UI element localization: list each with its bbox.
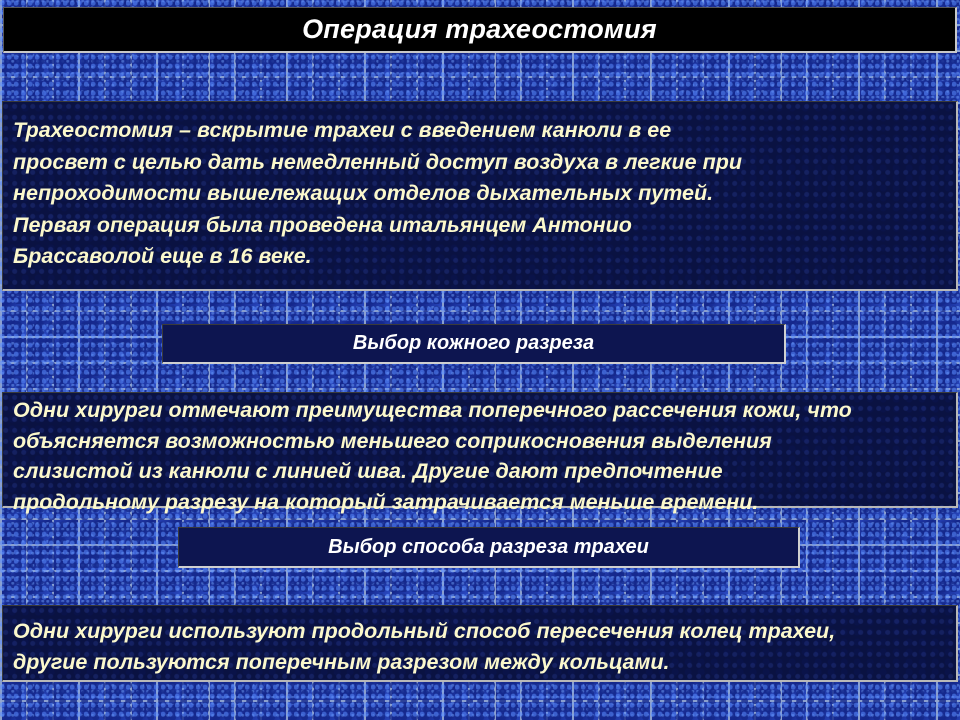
trachea-incision-heading-bar <box>178 527 800 568</box>
intro-line: просвет с целью дать немедленный доступ воздуха в легкие при <box>13 149 742 174</box>
trachea-incision-text-box <box>2 605 958 682</box>
intro-line: непроходимости вышележащих отделов дыхательных путей. <box>13 181 714 205</box>
skin-incision-line: слизистой из канюли с линией шва. Другие дают предпочтение <box>13 459 723 483</box>
slide-title: Операция трахеостомия <box>302 14 657 44</box>
trachea-incision-line: Одни хирурги используют продольный способ пересечения колец трахеи, <box>13 619 836 643</box>
skin-incision-text-box <box>2 392 958 514</box>
skin-incision-line: Одни хирурги отмечают преимущества поперечного рассечения кожи, что <box>13 398 852 422</box>
skin-incision-line: объясняется возможностью меньшего соприкосновения выделения <box>13 428 772 453</box>
intro-line: Трахеостомия – вскрытие трахеи с введением канюли в ее <box>13 118 672 142</box>
skin-incision-line: продольному разрезу на который затрачивается меньше времени. <box>13 489 759 514</box>
trachea-incision-heading: Выбор способа разреза трахеи <box>328 535 649 558</box>
trachea-incision-line: другие пользуются поперечным разрезом между кольцами. <box>13 649 670 674</box>
slide-title-bar <box>3 7 957 53</box>
skin-incision-heading-bar <box>162 324 786 364</box>
skin-incision-heading: Выбор кожного разреза <box>352 332 595 354</box>
intro-line: Брассаволой еще в 16 веке. <box>13 244 312 268</box>
intro-text-box <box>2 101 958 291</box>
intro-line: Первая операция была проведена итальянцем Антонио <box>13 212 632 237</box>
